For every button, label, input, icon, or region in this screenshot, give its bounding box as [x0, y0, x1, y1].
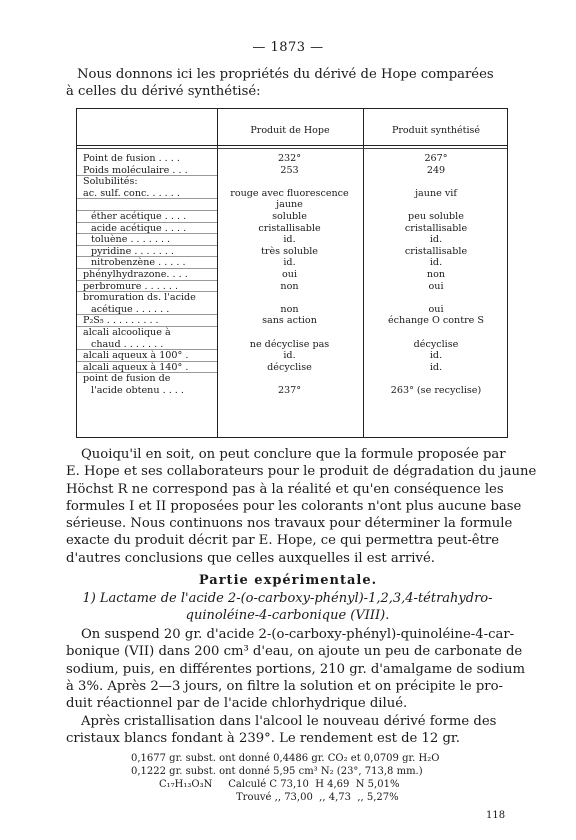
- text-line: quinoléine-4-carbonique (VIII).: [185, 608, 390, 623]
- property-cell: point de fusion de: [83, 373, 171, 385]
- synth-value-cell: 267°: [424, 153, 448, 164]
- synth-value-cell: oui: [428, 303, 444, 315]
- hope-value-cell: rouge avec fluorescence: [230, 187, 349, 199]
- text-line: formules I et II proposées pour les colorants n'ont plus aucune base: [66, 498, 522, 514]
- analysis-line: C₁₇H₁₃O₃N Calculé C 73,10 H 4,69 N 5,01%: [159, 779, 400, 790]
- property-cell: Solubilités:: [83, 176, 138, 188]
- hope-value-cell: non: [280, 303, 299, 315]
- property-cell: bromuration ds. l'acide: [83, 292, 196, 304]
- text-line: 1) Lactame de l'acide 2-(o-carboxy-phényl)-1,2,3,4-tétrahydro-: [82, 591, 493, 606]
- synth-value-cell: cristallisable: [404, 245, 468, 257]
- table-column-divider: [363, 109, 364, 437]
- text-line: sérieuse. Nous continuons nos travaux pour déterminer la formule: [66, 516, 513, 532]
- hope-value-cell: 253: [280, 164, 299, 176]
- property-cell: acétique . . . . . .: [91, 303, 170, 315]
- row-separator: [77, 198, 217, 199]
- property-cell: perbromure . . . . . .: [83, 280, 179, 292]
- synth-value-cell: peu soluble: [408, 211, 464, 222]
- property-cell: ac. sulf. conc. . . . . .: [83, 187, 180, 199]
- intro-paragraph: [66, 66, 507, 101]
- property-cell: acide acétique . . . .: [91, 222, 187, 234]
- property-cell: pyridine . . . . . . .: [91, 245, 174, 257]
- comparison-table: [76, 108, 508, 438]
- hope-value-cell: 232°: [277, 153, 302, 164]
- page-header: — 1873 —: [252, 40, 324, 55]
- property-cell: alcali aqueux à 100° .: [83, 350, 189, 362]
- synth-value-cell: non: [426, 269, 446, 280]
- header-rule: [77, 145, 507, 146]
- property-cell: alcali alcoolique à: [83, 327, 171, 338]
- analysis-line: 0,1222 gr. subst. ont donné 5,95 cm³ N₂ (23°, 713,8 mm.): [131, 766, 423, 777]
- text-line: à 3%. Après 2—3 jours, on filtre la solution et on précipite le pro-: [66, 678, 503, 694]
- property-cell: alcali aqueux à 140° .: [83, 361, 189, 373]
- synth-value-cell: id.: [429, 350, 443, 362]
- synth-value-cell: id.: [429, 234, 443, 246]
- crystallisation-paragraph: [66, 713, 509, 748]
- synth-value-cell: cristallisable: [404, 222, 468, 234]
- hope-value-cell: id.: [283, 257, 296, 269]
- hope-value-cell: oui: [281, 269, 298, 280]
- hope-value-cell: id.: [283, 234, 296, 246]
- text-line: On suspend 20 gr. d'acide 2-(o-carboxy-phényl)-quinoléine-4-car-: [81, 627, 515, 642]
- hope-value-cell: 237°: [277, 385, 302, 396]
- text-line: exacte du produit décrit par E. Hope, ce qui permettra peut-être: [66, 533, 500, 549]
- section-title: Partie expérimentale.: [198, 573, 378, 588]
- header-rule: [77, 148, 507, 149]
- hope-value-cell: cristallisable: [258, 222, 321, 234]
- page-number: 118: [486, 810, 506, 821]
- hope-value-cell: décyclise: [267, 361, 312, 373]
- hope-value-cell: soluble: [272, 211, 307, 222]
- hope-value-cell: non: [280, 280, 299, 292]
- synth-value-cell: id.: [429, 361, 443, 373]
- text-line: Quoiqu'il en soit, on peut conclure que la formule proposée par: [81, 447, 506, 462]
- conclusion-paragraph: [66, 446, 537, 567]
- property-cell: P₂S₅ . . . . . . . . .: [83, 315, 159, 327]
- hope-value-cell: jaune: [276, 199, 303, 211]
- synth-value-cell: oui: [428, 280, 444, 292]
- synth-value-cell: échange O contre S: [388, 315, 484, 327]
- hope-value-cell: très soluble: [261, 245, 318, 257]
- property-cell: phénylhydrazone. . . .: [83, 269, 188, 280]
- column-header-hope: Produit de Hope: [250, 125, 330, 136]
- synth-value-cell: 263° (se recyclise): [390, 385, 482, 396]
- hope-value-cell: sans action: [262, 315, 317, 327]
- column-header-synth: Produit synthétisé: [391, 125, 480, 136]
- synth-value-cell: jaune vif: [415, 187, 457, 199]
- hope-value-cell: id.: [283, 350, 296, 362]
- text-line: sodium, puis, en différentes portions, 210 gr. d'amalgame de sodium: [66, 661, 525, 677]
- text-line: bonique (VII) dans 200 cm³ d'eau, on ajoute un peu de carbonate de: [66, 644, 523, 660]
- hope-value-cell: ne décyclise pas: [249, 338, 330, 350]
- property-cell: toluène . . . . . . .: [91, 234, 171, 246]
- analysis-line: Trouvé ,, 73,00 ,, 4,73 ,, 5,27%: [236, 792, 399, 803]
- analysis-line: 0,1677 gr. subst. ont donné 0,4486 gr. CO₂ et 0,0709 gr. H₂O: [131, 753, 440, 764]
- property-cell: l'acide obtenu . . . .: [91, 385, 184, 396]
- property-cell: éther acétique . . . .: [91, 211, 187, 222]
- synth-value-cell: décyclise: [413, 338, 459, 350]
- text-line: cristaux blancs fondant à 239°. Le rendement est de 12 gr.: [66, 731, 460, 747]
- text-line: duit réactionnel par de l'acide chlorhydrique dilué.: [66, 696, 408, 712]
- synth-value-cell: id.: [429, 257, 443, 269]
- text-line: Après cristallisation dans l'alcool le nouveau dérivé forme des: [81, 714, 497, 729]
- text-line: E. Hope et ses collaborateurs pour le produit de dégradation du jaune: [66, 464, 537, 480]
- compound-subtitle: [66, 590, 509, 624]
- property-cell: Poids moléculaire . . .: [83, 164, 188, 176]
- property-cell: Point de fusion . . . .: [83, 153, 180, 164]
- text-line: d'autres conclusions que celles auxquelles il est arrivé.: [66, 550, 435, 566]
- text-line: à celles du dérivé synthétisé:: [66, 84, 261, 100]
- procedure-paragraph: [66, 626, 525, 712]
- property-cell: nitrobenzène . . . . .: [91, 257, 186, 269]
- text-line: Nous donnons ici les propriétés du dérivé de Hope comparées: [77, 67, 494, 82]
- property-cell: chaud . . . . . . .: [91, 338, 164, 350]
- synth-value-cell: 249: [426, 164, 446, 176]
- text-line: Höchst R ne correspond pas à la réalité et qu'en conséquence les: [66, 481, 504, 497]
